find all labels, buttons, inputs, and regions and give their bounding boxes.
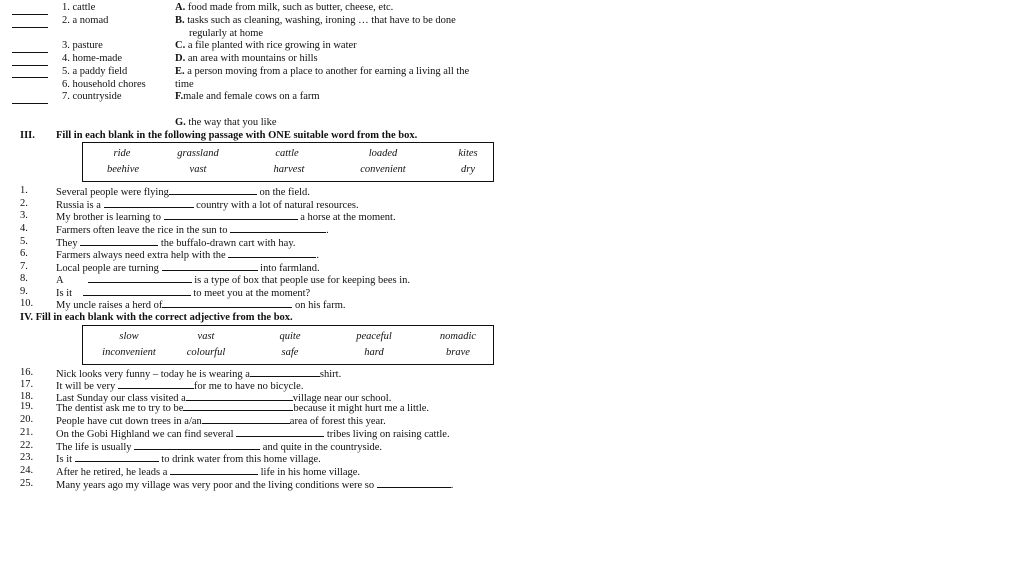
answer-blank[interactable] — [202, 414, 290, 424]
item-text: Farmers always need extra help with the . — [56, 250, 319, 261]
match-definition: E. a person moving from a place to another for earning a living all the — [175, 66, 470, 77]
item-text: Nick looks very funny – today he is wearing a shirt. — [56, 369, 342, 380]
answer-blank[interactable] — [186, 391, 293, 401]
item-number: 10. — [20, 298, 34, 309]
answer-blank[interactable] — [164, 210, 298, 220]
match-word: 6. household chores — [62, 79, 146, 90]
match-word: 4. home-made — [62, 53, 123, 64]
item-text: My brother is learning to a horse at the moment. — [56, 212, 396, 223]
item-number: 25. — [20, 478, 34, 489]
box-word: slow — [119, 331, 139, 342]
match-word: 5. a paddy field — [62, 66, 128, 77]
box-word: hard — [364, 347, 384, 358]
item-text: The life is usually and quite in the countryside. — [56, 442, 383, 453]
item-number: 7. — [20, 261, 28, 272]
item-text: They the buffalo-drawn cart with hay. — [56, 238, 296, 249]
box-word: dry — [461, 164, 475, 175]
section-title: IV. Fill in each blank with the correct adjective from the box. — [20, 312, 293, 323]
answer-blank[interactable] — [377, 478, 451, 488]
item-text: After he retired, he leads a life in his home village. — [56, 467, 361, 478]
match-word: 2. a nomad — [62, 15, 109, 26]
match-definition: time — [175, 79, 194, 90]
box-word: inconvenient — [102, 347, 156, 358]
answer-blank[interactable] — [169, 185, 257, 195]
box-word: vast — [189, 164, 207, 175]
answer-blank[interactable] — [183, 401, 293, 411]
match-definition: G. the way that you like — [175, 117, 277, 128]
box-word: colourful — [186, 347, 226, 358]
box-word: convenient — [360, 164, 406, 175]
item-number: 24. — [20, 465, 34, 476]
box-word: brave — [446, 347, 470, 358]
box-word: nomadic — [439, 331, 477, 342]
box-word: harvest — [273, 164, 305, 175]
item-text: Farmers often leave the rice in the sun to . — [56, 225, 329, 236]
match-definition: F.male and female cows on a farm — [175, 91, 320, 102]
item-number: 19. — [20, 401, 34, 412]
match-definition: A. food made from milk, such as butter, cheese, etc. — [175, 2, 394, 13]
item-text: People have cut down trees in a/an area of forest this year. — [56, 416, 386, 427]
box-word: quite — [279, 331, 301, 342]
box-word: peaceful — [356, 331, 392, 342]
box-word: loaded — [368, 148, 398, 159]
answer-blank[interactable] — [104, 198, 194, 208]
item-number: 23. — [20, 452, 34, 463]
item-number: 2. — [20, 198, 28, 209]
match-definition: D. an area with mountains or hills — [175, 53, 318, 64]
match-definition: C. a file planted with rice growing in water — [175, 40, 357, 51]
answer-blank[interactable] — [88, 273, 192, 283]
answer-blank[interactable] — [12, 5, 48, 15]
item-text: Several people were flying on the field. — [56, 187, 310, 198]
answer-blank[interactable] — [228, 248, 316, 258]
answer-blank[interactable] — [236, 427, 324, 437]
answer-blank[interactable] — [12, 43, 48, 53]
answer-blank[interactable] — [80, 236, 158, 246]
item-text: Is it to drink water from this home village. — [56, 454, 321, 465]
item-text: My uncle raises a herd of on his farm. — [56, 300, 346, 311]
box-word: kites — [458, 148, 478, 159]
item-text: Russia is a country with a lot of natural resources. — [56, 200, 359, 211]
item-number: 4. — [20, 223, 28, 234]
answer-blank[interactable] — [170, 465, 258, 475]
answer-blank[interactable] — [83, 286, 191, 296]
answer-blank[interactable] — [75, 452, 159, 462]
answer-blank[interactable] — [12, 56, 48, 66]
item-text: Many years ago my village was very poor and the living conditions were so . — [56, 480, 454, 491]
item-text: Last Sunday our class visited a village near our school. — [56, 393, 392, 404]
item-text: The dentist ask me to try to be because it might hurt me a little. — [56, 403, 430, 414]
item-text: It will be very for me to have no bicycle. — [56, 381, 304, 392]
item-number: 17. — [20, 379, 34, 390]
item-number: 6. — [20, 248, 28, 259]
section-title: Fill in each blank in the following passage with ONE suitable word from the box. — [56, 130, 418, 141]
item-number: 18. — [20, 391, 34, 402]
match-definition: regularly at home — [189, 28, 264, 39]
box-word: safe — [281, 347, 299, 358]
item-number: 1. — [20, 185, 28, 196]
match-word: 7. countryside — [62, 91, 122, 102]
answer-blank[interactable] — [118, 379, 194, 389]
answer-blank[interactable] — [12, 94, 48, 104]
box-word: cattle — [275, 148, 299, 159]
item-number: 21. — [20, 427, 34, 438]
answer-blank[interactable] — [162, 298, 292, 308]
answer-blank[interactable] — [12, 18, 48, 28]
item-text: On the Gobi Highland we can find several tribes living on raising cattle. — [56, 429, 450, 440]
item-number: 5. — [20, 236, 28, 247]
item-number: 9. — [20, 286, 28, 297]
item-text: Local people are turning into farmland. — [56, 263, 320, 274]
match-definition: B. tasks such as cleaning, washing, ironing … that have to be done — [175, 15, 456, 26]
match-word: 3. pasture — [62, 40, 103, 51]
item-number: 8. — [20, 273, 28, 284]
answer-blank[interactable] — [134, 440, 260, 450]
item-number: 3. — [20, 210, 28, 221]
answer-blank[interactable] — [162, 261, 258, 271]
item-number: 20. — [20, 414, 34, 425]
item-number: 16. — [20, 367, 34, 378]
answer-blank[interactable] — [250, 367, 320, 377]
item-text: Is it to meet you at the moment? — [56, 288, 311, 299]
item-number: 22. — [20, 440, 34, 451]
box-word: ride — [113, 148, 131, 159]
box-word: grassland — [177, 148, 219, 159]
item-text: A is a type of box that people use for keeping bees in. — [56, 275, 411, 286]
box-word: beehive — [106, 164, 140, 175]
section-number: III. — [20, 130, 35, 141]
box-word: vast — [197, 331, 215, 342]
answer-blank[interactable] — [230, 223, 326, 233]
answer-blank[interactable] — [12, 68, 48, 78]
match-word: 1. cattle — [62, 2, 96, 13]
